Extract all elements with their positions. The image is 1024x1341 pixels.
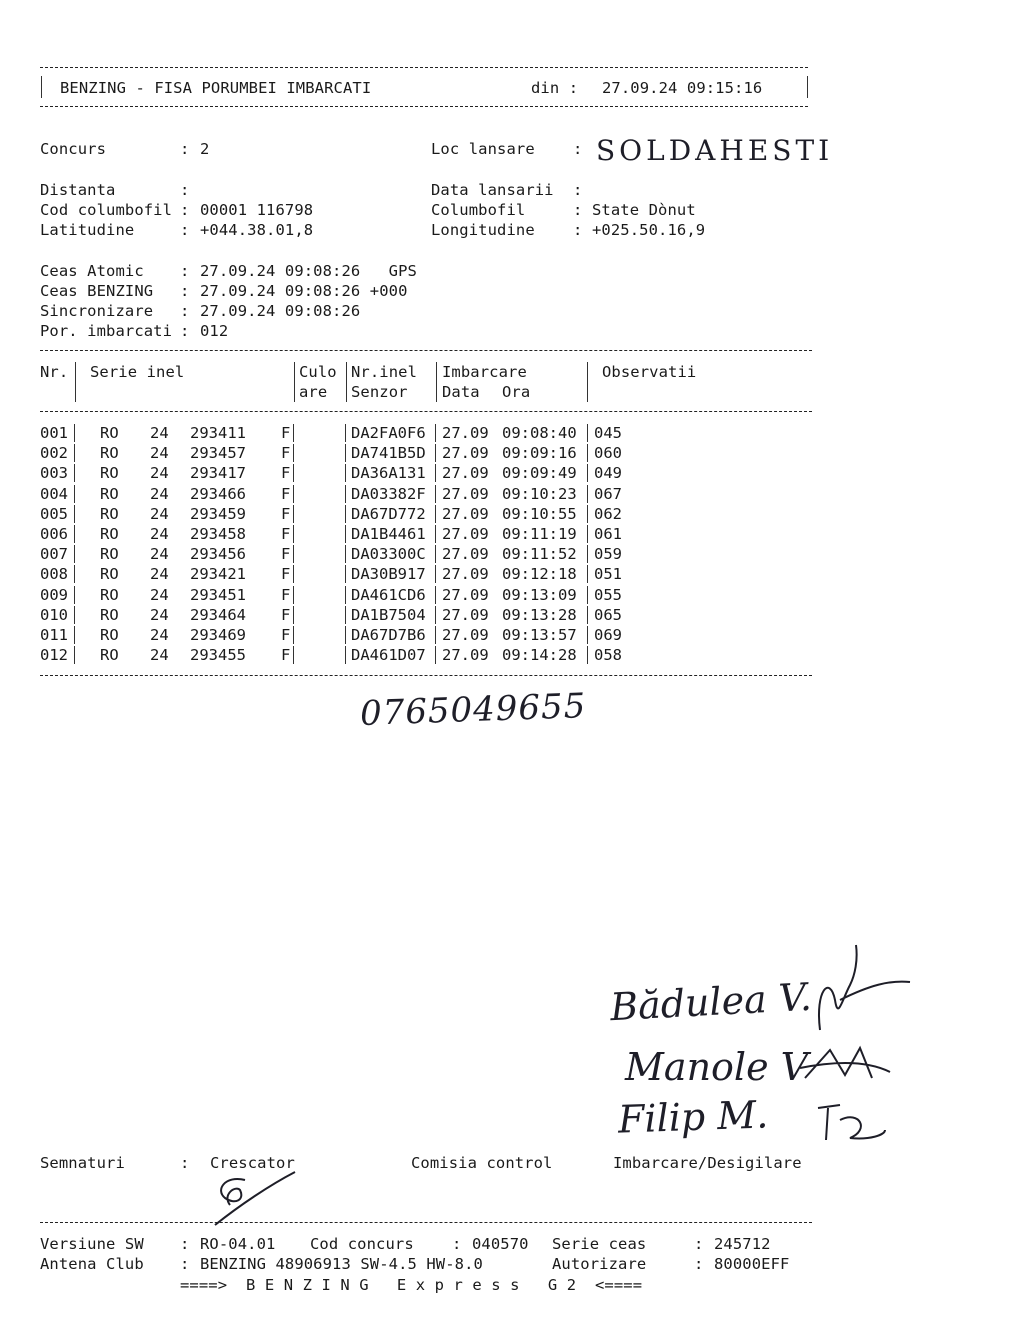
cell-ring: 293464 xyxy=(190,605,246,624)
loc-lansare-value: SOLDAHESTI xyxy=(596,134,834,167)
cell-country: RO xyxy=(100,605,119,624)
columbofil-label: Columbofil xyxy=(431,201,526,219)
cell-data: 27.09 xyxy=(442,504,489,523)
cell-obs: 062 xyxy=(594,504,622,523)
serie-ceas-colon: : xyxy=(694,1235,704,1253)
signature-imbarcare: Imbarcare/Desigilare xyxy=(613,1154,802,1172)
cell-data: 27.09 xyxy=(442,525,489,543)
distanta-label: Distanta xyxy=(40,181,116,199)
col-header-nr: Nr. xyxy=(40,363,69,381)
cell-ring: 293456 xyxy=(190,545,246,564)
col-header-culoare-1: Culo xyxy=(299,363,337,381)
autorizare-label: Autorizare xyxy=(552,1255,647,1273)
handwritten-signer-1: Bădulea V. xyxy=(608,974,813,1030)
cell-year: 24 xyxy=(150,605,169,624)
antena-value: BENZING 48906913 SW-4.5 HW-8.0 xyxy=(200,1255,483,1273)
signature-comisia: Comisia control xyxy=(411,1154,553,1172)
cell-sensor: DA1B7504 xyxy=(351,605,426,624)
cell-data: 27.09 xyxy=(442,605,489,624)
serie-ceas-value: 245712 xyxy=(714,1235,771,1253)
cell-sex: F xyxy=(281,504,291,523)
por-imbarcati-label: Por. imbarcati xyxy=(40,322,173,340)
cell-obs: 058 xyxy=(594,646,622,665)
ceas-benzing-label: Ceas BENZING xyxy=(40,282,154,300)
cell-year: 24 xyxy=(150,545,169,564)
longitudine-label: Longitudine xyxy=(431,221,535,239)
cell-year: 24 xyxy=(150,626,169,644)
ceas-atomic-colon: : xyxy=(180,262,190,280)
ceas-benzing-value: 27.09.24 09:08:26 +000 xyxy=(200,282,408,300)
por-imbarcati-colon: : xyxy=(180,322,190,340)
versiune-label: Versiune SW xyxy=(40,1235,144,1253)
cell-obs: 059 xyxy=(594,545,622,564)
versiune-value: RO-04.01 xyxy=(200,1235,276,1253)
sincronizare-value: 27.09.24 09:08:26 xyxy=(200,302,361,320)
cell-sensor: DA03300C xyxy=(351,545,426,564)
cell-sensor: DA67D772 xyxy=(351,504,426,523)
cod-concurs-colon: : xyxy=(452,1235,462,1253)
cell-data: 27.09 xyxy=(442,444,489,463)
cell-data: 27.09 xyxy=(442,646,489,665)
cell-sensor: DA30B917 xyxy=(351,565,426,584)
footer-top-rule xyxy=(40,1222,812,1223)
crescator-signature xyxy=(215,1172,295,1225)
cell-sex: F xyxy=(281,605,291,624)
cell-sex: F xyxy=(281,545,291,564)
cell-sensor: DA03382F xyxy=(351,484,426,503)
cell-year: 24 xyxy=(150,565,169,584)
cell-sensor: DA461CD6 xyxy=(351,585,426,604)
cell-country: RO xyxy=(100,565,119,584)
cell-ring: 293458 xyxy=(190,525,246,543)
columbofil-colon: : xyxy=(573,201,583,219)
loc-lansare-colon: : xyxy=(573,140,583,158)
report-title: BENZING - FISA PORUMBEI IMBARCATI xyxy=(60,79,372,97)
data-lansarii-label: Data lansarii xyxy=(431,181,554,199)
cell-ora: 09:10:23 xyxy=(502,484,577,503)
cod-concurs-label: Cod concurs xyxy=(310,1235,414,1253)
cell-nr: 001 xyxy=(40,424,68,442)
serie-ceas-label: Serie ceas xyxy=(552,1235,647,1253)
cell-ora: 09:09:16 xyxy=(502,444,577,463)
col-header-culoare-2: are xyxy=(299,383,328,401)
cell-ora: 09:09:49 xyxy=(502,464,577,483)
versiune-colon: : xyxy=(180,1235,190,1253)
cell-sex: F xyxy=(281,444,291,463)
cell-sex: F xyxy=(281,585,291,604)
concurs-value: 2 xyxy=(200,140,210,158)
cell-year: 24 xyxy=(150,484,169,503)
cell-ora: 09:14:28 xyxy=(502,646,577,665)
cell-nr: 009 xyxy=(40,585,68,604)
cell-data: 27.09 xyxy=(442,585,489,604)
cell-nr: 012 xyxy=(40,646,68,665)
cell-country: RO xyxy=(100,626,119,644)
cell-country: RO xyxy=(100,484,119,503)
cell-data: 27.09 xyxy=(442,424,489,442)
cell-ora: 09:11:52 xyxy=(502,545,577,564)
cell-country: RO xyxy=(100,464,119,483)
cell-sex: F xyxy=(281,464,291,483)
cell-ora: 09:11:19 xyxy=(502,525,577,543)
cell-country: RO xyxy=(100,525,119,543)
cell-obs: 067 xyxy=(594,484,622,503)
col-header-serie-inel: Serie inel xyxy=(90,363,185,381)
longitudine-colon: : xyxy=(573,221,583,239)
cell-obs: 065 xyxy=(594,605,622,624)
cell-obs: 061 xyxy=(594,525,622,543)
cell-nr: 006 xyxy=(40,525,68,543)
sincronizare-label: Sincronizare xyxy=(40,302,154,320)
latitudine-colon: : xyxy=(180,221,190,239)
signature-flourish-2 xyxy=(800,1048,890,1078)
cell-nr: 010 xyxy=(40,605,68,624)
cell-data: 27.09 xyxy=(442,484,489,503)
cell-ring: 293455 xyxy=(190,646,246,665)
footer-banner: ====> B E N Z I N G E x p r e s s G 2 <==== xyxy=(180,1276,643,1294)
cell-sensor: DA67D7B6 xyxy=(351,626,426,644)
signatures-label: Semnaturi xyxy=(40,1154,125,1172)
signature-flourish-3 xyxy=(818,1105,885,1140)
cod-concurs-value: 040570 xyxy=(472,1235,529,1253)
cell-country: RO xyxy=(100,585,119,604)
por-imbarcati-value: 012 xyxy=(200,322,229,340)
cell-country: RO xyxy=(100,646,119,665)
cell-ora: 09:10:55 xyxy=(502,504,577,523)
antena-colon: : xyxy=(180,1255,190,1273)
report-date-value: 27.09.24 09:15:16 xyxy=(602,79,763,97)
cell-sex: F xyxy=(281,565,291,584)
cell-ora: 09:08:40 xyxy=(502,424,577,442)
cell-ring: 293466 xyxy=(190,484,246,503)
cell-ring: 293417 xyxy=(190,464,246,483)
cell-ora: 09:13:28 xyxy=(502,605,577,624)
cell-obs: 049 xyxy=(594,464,622,483)
cell-country: RO xyxy=(100,545,119,564)
cell-sensor: DA741B5D xyxy=(351,444,426,463)
cell-obs: 069 xyxy=(594,626,622,644)
cell-year: 24 xyxy=(150,646,169,665)
cell-obs: 051 xyxy=(594,565,622,584)
cod-columbofil-colon: : xyxy=(180,201,190,219)
cell-ora: 09:12:18 xyxy=(502,565,577,584)
handwritten-signer-3: Filip M. xyxy=(617,1092,769,1142)
cell-obs: 060 xyxy=(594,444,622,463)
cell-obs: 045 xyxy=(594,424,622,442)
cell-ring: 293451 xyxy=(190,585,246,604)
cell-nr: 007 xyxy=(40,545,68,564)
data-lansarii-colon: : xyxy=(573,181,583,199)
cell-year: 24 xyxy=(150,464,169,483)
ceas-atomic-label: Ceas Atomic xyxy=(40,262,144,280)
cell-year: 24 xyxy=(150,504,169,523)
autorizare-colon: : xyxy=(694,1255,704,1273)
signature-crescator: Crescator xyxy=(210,1154,295,1172)
ceas-atomic-value: 27.09.24 09:08:26 GPS xyxy=(200,262,417,280)
autorizare-value: 80000EFF xyxy=(714,1255,790,1273)
cell-sex: F xyxy=(281,646,291,665)
concurs-label: Concurs xyxy=(40,140,107,158)
cod-columbofil-value: 00001 116798 xyxy=(200,201,314,219)
cell-year: 24 xyxy=(150,525,169,543)
cell-year: 24 xyxy=(150,444,169,463)
cell-ring: 293421 xyxy=(190,565,246,584)
cell-nr: 003 xyxy=(40,464,68,483)
antena-label: Antena Club xyxy=(40,1255,144,1273)
cell-sensor: DA1B4461 xyxy=(351,525,426,543)
cell-nr: 002 xyxy=(40,444,68,463)
cell-country: RO xyxy=(100,504,119,523)
cell-sex: F xyxy=(281,484,291,503)
cell-ring: 293457 xyxy=(190,444,246,463)
report-date-label: din : xyxy=(531,79,579,97)
col-header-ora: Ora xyxy=(502,383,531,401)
cell-ring: 293469 xyxy=(190,626,246,644)
cell-data: 27.09 xyxy=(442,545,489,564)
cell-data: 27.09 xyxy=(442,464,489,483)
cell-ora: 09:13:57 xyxy=(502,626,577,644)
cell-nr: 008 xyxy=(40,565,68,584)
cell-country: RO xyxy=(100,444,119,463)
signature-flourish-1 xyxy=(819,945,910,1030)
cell-sex: F xyxy=(281,626,291,644)
signatures-colon: : xyxy=(180,1154,190,1172)
concurs-colon: : xyxy=(180,140,190,158)
cell-ring: 293411 xyxy=(190,424,246,442)
col-header-observatii: Observatii xyxy=(602,363,697,381)
cell-sensor: DA36A131 xyxy=(351,464,426,483)
col-header-data: Data xyxy=(442,383,480,401)
cod-columbofil-label: Cod columbofil xyxy=(40,201,173,219)
latitudine-label: Latitudine xyxy=(40,221,135,239)
cell-nr: 005 xyxy=(40,504,68,523)
cell-year: 24 xyxy=(150,424,169,442)
latitudine-value: +044.38.01,8 xyxy=(200,221,314,239)
cell-obs: 055 xyxy=(594,585,622,604)
cell-country: RO xyxy=(100,424,119,442)
sincronizare-colon: : xyxy=(180,302,190,320)
cell-ring: 293459 xyxy=(190,504,246,523)
cell-data: 27.09 xyxy=(442,565,489,584)
handwritten-phone: 0765049655 xyxy=(359,686,587,734)
columbofil-value: State Dònut xyxy=(592,201,696,219)
cell-ora: 09:13:09 xyxy=(502,585,577,604)
cell-sensor: DA2FA0F6 xyxy=(351,424,426,442)
cell-sex: F xyxy=(281,525,291,543)
cell-sensor: DA461D07 xyxy=(351,646,426,665)
cell-sex: F xyxy=(281,424,291,442)
ceas-benzing-colon: : xyxy=(180,282,190,300)
cell-data: 27.09 xyxy=(442,626,489,644)
col-header-imbarcare: Imbarcare xyxy=(442,363,527,381)
handwritten-signer-2: Manole V xyxy=(625,1045,809,1089)
longitudine-value: +025.50.16,9 xyxy=(592,221,706,239)
loc-lansare-label: Loc lansare xyxy=(431,140,535,158)
distanta-colon: : xyxy=(180,181,190,199)
cell-year: 24 xyxy=(150,585,169,604)
cell-nr: 004 xyxy=(40,484,68,503)
col-header-nr-inel-2: Senzor xyxy=(351,383,408,401)
cell-nr: 011 xyxy=(40,626,68,644)
col-header-nr-inel-1: Nr.inel xyxy=(351,363,418,381)
